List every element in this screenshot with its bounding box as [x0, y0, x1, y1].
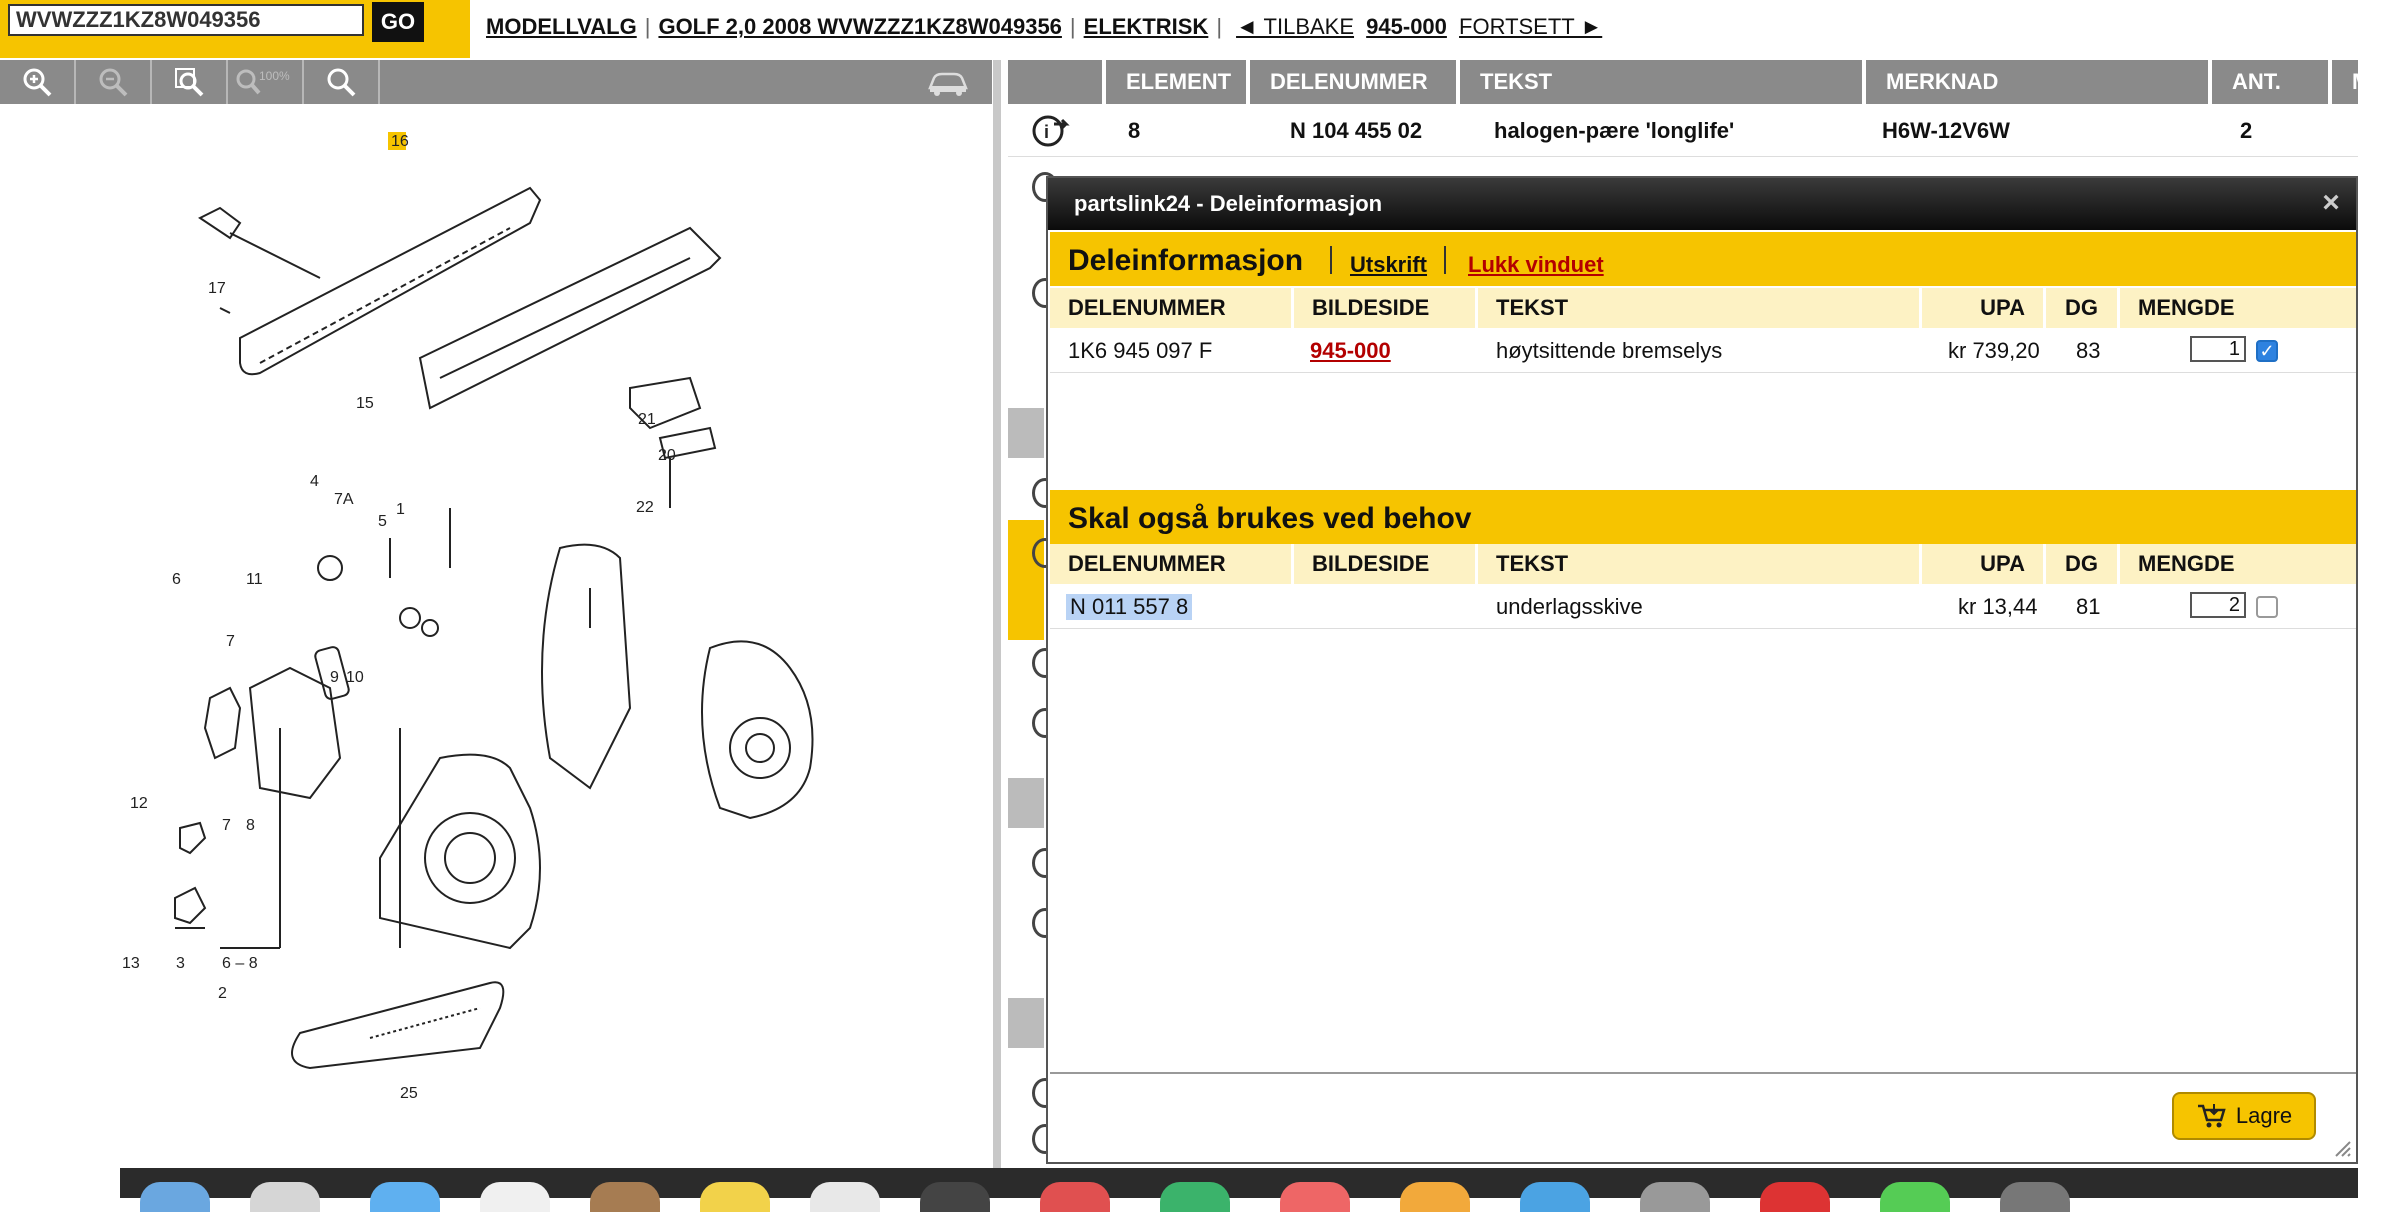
- part-1-housing[interactable]: [702, 641, 813, 818]
- cart-icon: [2196, 1102, 2226, 1130]
- diagram-label[interactable]: 7: [222, 817, 231, 834]
- close-window-link[interactable]: Lukk vinduet: [1468, 252, 1604, 277]
- dock-app-icon[interactable]: [920, 1182, 990, 1212]
- dock-app-icon[interactable]: [1280, 1182, 1350, 1212]
- section-separator: [1444, 246, 1446, 274]
- col-merknad[interactable]: MERKNAD: [1862, 60, 2218, 104]
- row-ant: 2: [2240, 118, 2253, 143]
- breadcrumb-separator: |: [1216, 14, 1223, 39]
- diagram-label[interactable]: 12: [130, 795, 148, 812]
- dock-app-icon[interactable]: [590, 1182, 660, 1212]
- diagram-label[interactable]: 10: [346, 669, 364, 686]
- breadcrumb-separator: |: [644, 14, 651, 39]
- col-upa: UPA: [1922, 288, 2046, 328]
- section-optional-parts: [1050, 490, 2356, 544]
- zoom-100-icon: [235, 66, 295, 98]
- diagram-label[interactable]: 5: [378, 513, 387, 530]
- diagram-label[interactable]: 9: [330, 669, 339, 686]
- row-upa: kr 13,44: [1958, 594, 2038, 619]
- table-row: [1050, 586, 2356, 629]
- parts-diagram: [122, 108, 970, 1168]
- section-separator: [1330, 246, 1332, 274]
- dock-app-icon[interactable]: [810, 1182, 880, 1212]
- row-delenummer: 1K6 945 097 F: [1068, 338, 1213, 363]
- breadcrumb-separator: |: [1069, 14, 1076, 39]
- section2-column-header: [1050, 544, 2356, 584]
- part-16-high-brake-light[interactable]: [240, 188, 540, 374]
- col-delenummer: DELENUMMER: [1050, 544, 1294, 584]
- zoom-out-icon: [97, 66, 129, 98]
- part-3-bulb-holder[interactable]: [250, 668, 340, 798]
- dock-app-icon[interactable]: [700, 1182, 770, 1212]
- zoom-out-button[interactable]: [76, 60, 152, 104]
- col-delenummer: DELENUMMER: [1050, 288, 1294, 328]
- info-arrow-icon[interactable]: [1032, 114, 1070, 148]
- col-dg: DG: [2046, 544, 2120, 584]
- diagram-label[interactable]: 13: [122, 955, 140, 972]
- diagram-label[interactable]: 8: [246, 817, 255, 834]
- part-25-reflector[interactable]: [292, 982, 503, 1068]
- row-delenummer: N 104 455 02: [1290, 118, 1423, 143]
- zoom-fit-icon: [173, 66, 205, 98]
- dock-app-icon[interactable]: [2000, 1182, 2070, 1212]
- diagram-label[interactable]: 4: [310, 473, 319, 490]
- modal-footer-divider: [1050, 1072, 2356, 1074]
- row-dg: 83: [2076, 338, 2101, 363]
- breadcrumb: [486, 14, 1602, 40]
- close-icon[interactable]: ×: [2322, 186, 2340, 219]
- car-view-button[interactable]: [926, 66, 970, 103]
- col-delenummer[interactable]: DELENUMMER: [1246, 60, 1456, 104]
- row-highlight: [1008, 520, 1044, 640]
- row-tekst: halogen-pære 'longlife': [1494, 118, 1735, 143]
- vin-input[interactable]: [8, 4, 364, 36]
- col-mo[interactable]: MO: [2328, 60, 2368, 104]
- row-shade: [1008, 408, 1044, 458]
- car-icon: [926, 66, 970, 98]
- col-mengde: MENGDE: [2138, 551, 2235, 576]
- quantity-input[interactable]: 1: [2190, 336, 2246, 362]
- breadcrumb-vehicle[interactable]: GOLF 2,0 2008 WVWZZZ1KZ8W049356: [658, 14, 1062, 39]
- dock-app-icon[interactable]: [1160, 1182, 1230, 1212]
- col-mengde: MENGDE: [2138, 295, 2235, 320]
- diagram-label[interactable]: 22: [636, 499, 654, 516]
- diagram-label[interactable]: 7: [226, 633, 235, 650]
- diagram-label[interactable]: 7A: [334, 491, 354, 508]
- go-button[interactable]: GO: [372, 2, 424, 42]
- print-link[interactable]: Utskrift: [1350, 252, 1428, 277]
- table-row: [1050, 330, 2356, 373]
- dock-app-icon[interactable]: [140, 1182, 210, 1212]
- col-bildeside: BILDESIDE: [1294, 288, 1478, 328]
- next-link[interactable]: FORTSETT ►: [1459, 14, 1603, 39]
- save-label: Lagre: [2235, 1103, 2293, 1128]
- dock-app-icon[interactable]: [1520, 1182, 1590, 1212]
- dock-app-icon[interactable]: [1880, 1182, 1950, 1212]
- os-dock: [120, 1168, 2358, 1198]
- row-upa: kr 739,20: [1948, 338, 2040, 363]
- col-tekst: TEKST: [1478, 544, 1922, 584]
- diagram-label[interactable]: 11: [246, 571, 263, 588]
- quantity-input[interactable]: 2: [2190, 592, 2246, 618]
- diagram-label[interactable]: 6 – 8: [222, 955, 258, 972]
- diagram-label[interactable]: 1: [396, 501, 405, 518]
- diagram-label[interactable]: 15: [356, 395, 374, 412]
- row-element: 8: [1128, 118, 1141, 143]
- col-bildeside: BILDESIDE: [1294, 544, 1478, 584]
- part-info-modal: [1046, 176, 2358, 1164]
- diagram-label[interactable]: 3: [176, 955, 185, 972]
- search-icon: [325, 66, 357, 98]
- diagram-toolbar: [0, 60, 992, 104]
- back-link[interactable]: ◄ TILBAKE: [1236, 14, 1355, 39]
- zoom-in-icon: [21, 66, 53, 98]
- pane-divider[interactable]: [993, 60, 1001, 1170]
- col-dg: DG: [2046, 288, 2120, 328]
- diagram-label[interactable]: 17: [208, 280, 226, 297]
- row-shade: [1008, 778, 1044, 828]
- table-row[interactable]: [1008, 106, 2358, 157]
- resize-grip-icon[interactable]: [2332, 1138, 2352, 1158]
- search-button[interactable]: [304, 60, 380, 104]
- select-checkbox[interactable]: [2256, 596, 2278, 618]
- part-5-lens[interactable]: [542, 545, 630, 788]
- select-checkbox[interactable]: ✓: [2256, 340, 2278, 362]
- diagram-label[interactable]: 20: [658, 447, 676, 464]
- section1-column-header: [1050, 288, 2356, 328]
- row-tekst: høytsittende bremselys: [1496, 338, 1723, 363]
- diagram-label[interactable]: 25: [400, 1085, 418, 1102]
- breadcrumb-modellvalg[interactable]: MODELLVALG: [486, 14, 637, 39]
- dock-app-icon[interactable]: [1760, 1182, 1830, 1212]
- row-tekst: underlagsskive: [1496, 594, 1643, 619]
- page-link[interactable]: 945-000: [1366, 14, 1447, 39]
- dock-app-icon[interactable]: [250, 1182, 320, 1212]
- dock-app-icon[interactable]: [370, 1182, 440, 1212]
- diagram-label[interactable]: 2: [218, 985, 227, 1002]
- dock-app-icon[interactable]: [1640, 1182, 1710, 1212]
- bildeside-link[interactable]: 945-000: [1310, 338, 1391, 363]
- col-upa: UPA: [1922, 544, 2046, 584]
- breadcrumb-group[interactable]: ELEKTRISK: [1083, 14, 1209, 39]
- col-element[interactable]: ELEMENT: [1102, 60, 1254, 104]
- row-delenummer: N 011 557 8: [1066, 594, 1192, 620]
- section-deleinformasjon: [1050, 232, 2356, 286]
- svg-text:i: i: [1044, 122, 1050, 142]
- diagram-label[interactable]: 21: [638, 411, 656, 428]
- zoom-100-button[interactable]: [228, 60, 304, 104]
- vin-search-area: [0, 0, 470, 58]
- col-tekst: TEKST: [1478, 288, 1922, 328]
- save-button[interactable]: [2172, 1092, 2316, 1140]
- dock-app-icon[interactable]: [1040, 1182, 1110, 1212]
- row-merknad: H6W-12V6W: [1882, 118, 2010, 143]
- col-ant[interactable]: ANT.: [2208, 60, 2340, 104]
- dock-app-icon[interactable]: [1400, 1182, 1470, 1212]
- part-2-tail-light[interactable]: [380, 755, 540, 948]
- zoom-100-label: 100%: [259, 69, 290, 83]
- row-dg: 81: [2076, 594, 2101, 619]
- diagram-label[interactable]: 6: [172, 571, 181, 588]
- row-shade: [1008, 998, 1044, 1048]
- zoom-in-button[interactable]: [0, 60, 76, 104]
- section-title: Skal også brukes ved behov: [1068, 502, 1472, 535]
- parts-table-header: [1008, 60, 2387, 104]
- zoom-fit-button[interactable]: [152, 60, 228, 104]
- col-tekst[interactable]: TEKST: [1456, 60, 1866, 104]
- section-title: Deleinformasjon: [1068, 244, 1304, 277]
- dock-app-icon[interactable]: [480, 1182, 550, 1212]
- diagram-label[interactable]: 16: [391, 133, 409, 150]
- modal-title: partslink24 - Deleinformasjon: [1048, 178, 2356, 230]
